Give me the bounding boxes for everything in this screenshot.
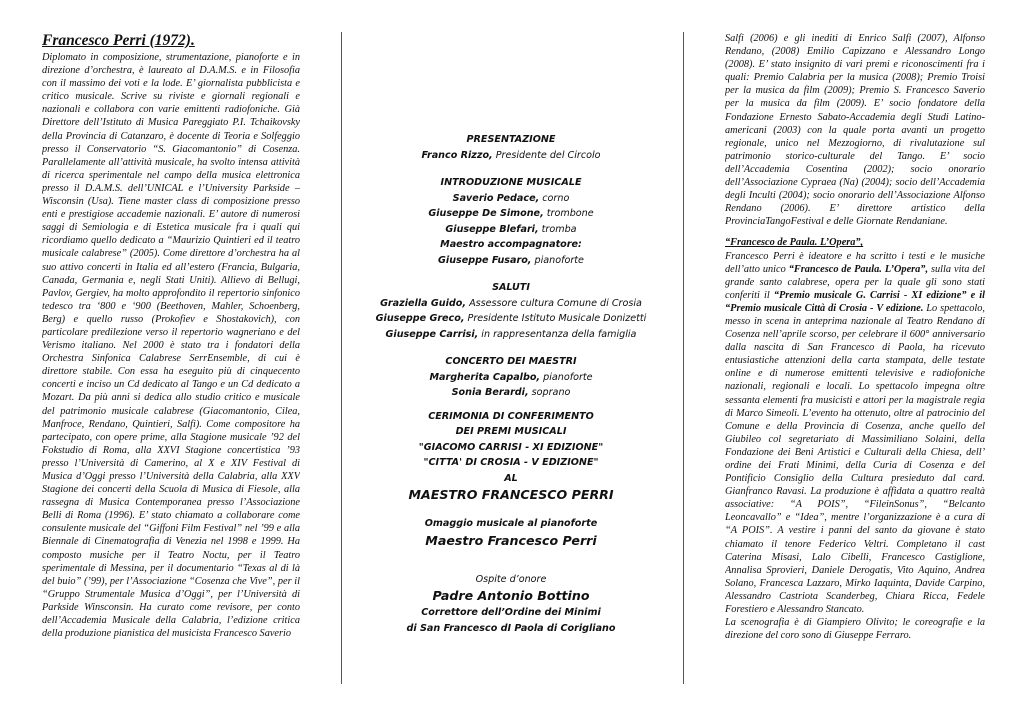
section-cerimonia-line: AL (504, 472, 518, 484)
ospite-role: di San Francesco dI Paola di Corigliano (406, 622, 616, 634)
ospite-name: Padre Antonio Bottino (432, 588, 590, 603)
program-line: Franco Rizzo, Presidente del Circolo (421, 149, 601, 161)
program-line: Giuseppe Fusaro, pianoforte (438, 254, 584, 266)
column-divider (683, 32, 684, 684)
program-line: Maestro accompagnatore: (440, 239, 582, 250)
section-intro-title: INTRODUZIONE MUSICALE (440, 177, 582, 188)
omaggio-performer: Maestro Francesco Perri (425, 532, 597, 548)
program-line: Graziella Guido, Assessore cultura Comune di Crosia (380, 297, 642, 309)
program-column (346, 32, 676, 716)
section-concerto-title: CONCERTO DEI MAESTRI (445, 356, 577, 367)
program-line: Giuseppe Blefari, tromba (445, 223, 577, 235)
biography-title: Francesco Perri (1972). (42, 32, 195, 49)
section-cerimonia-line: "CITTA' DI CROSIA - V EDIZIONE" (423, 457, 599, 468)
column-divider (341, 32, 342, 684)
section-presentazione-title: PRESENTAZIONE (466, 134, 556, 145)
program-line: Margherita Capalbo, pianoforte (429, 371, 593, 383)
section-cerimonia-line: DEI PREMI MUSICALI (455, 426, 567, 437)
opera-description: Francesco Perri è ideatore e ha scritto i testi e le musiche dell’atto unico “Francesco de Paula. L’Opera”, sulla vita del grande santo calabrese, opera per la quale gli sono stati conferiti il “Premio musicale G. Carrisi - XI edizione” e il “Premio musicale Città di Crosia - V edizione. Lo spettacolo, messo in scena in anteprima nazionale al Teatro Rendano di Cosenza nell’aprile scorso, per celebrare il 600° anniversario dalla nascita di San Francesco di Paola, ha ricevuto entusiastiche attenzioni della carta stampata, delle testate online e di numerose emittenti televisive e radiofoniche nazionali, regionali e locali. Lo spettacolo impegna oltre sessanta elementi fra musicisti e attori per la magistrale regia di Marco Simeoli. L’evento ha ottenuto, oltre al patrocinio del Comune e della Provincia di Cosenza, anche quello del Giubileo col segretariato di Massimiliano Solaini, della Fondazione dei Beni Artistici e Culturali della Chiesa, dell’ ordine dei Frati Minimi, della Curia di Cosenza e del Pontificio Consiglio della Cultura presieduto dal card. Gianfranco Ravasi. La produzione è affidata a quattro realtà associative: “A POIS”, “FileinSonus”, “Belcanto Leoncavallo” e “Idea”, mentre l’organizzazione è a cura di “A POIS”. A vestire i panni del santo da giovane è stato chiamato il tenore Federico Veltri. Completano il cast Caterina Misasi, Lalo Cibelli, Francesco Castiglione, Annalisa Sprovieri, Daniele Derogatis, Vito Aquino, Andrea Solano, Francesca Lazzaro, Mirko Iaquinta, Davide Carpino, Alessandro Castriota Scanderbeg, Chiara Ricca, Fedele Forestiero e Alessandro Stancato. (725, 250, 985, 616)
opera-column (725, 32, 985, 716)
opera-subtitle: “Francesco de Paula. L’Opera”, (725, 237, 864, 249)
ospite-label: Ospite d’onore (475, 573, 547, 585)
honoree-name: MAESTRO FRANCESCO PERRI (408, 487, 614, 502)
section-cerimonia-line: "GIACOMO CARRISI - XI EDIZIONE" (418, 441, 604, 453)
program-line: Giuseppe De Simone, trombone (428, 208, 594, 219)
biography-continuation: Salfi (2006) e gli inediti di Enrico Salfi (2007), Alfonso Rendano, (2008) Emilio Capizzano e Alessandro Longo (2008). E’ stato insignito di vari premi e riconoscimenti fra i quali: Premio Calabria per la musica (2008); Premio Troisi per la musica da film (2009); Premio S. Francesco Saverio per la musica da film (2009). E’ socio fondatore della Fondazione Ernesto Sabato-Accademia degli Studi Latino-americani (2003) con la quale porta avanti un progetto regionale, unico nel Mezzogiorno, di rivalutazione sul patrimonio storico-culturale del Tango. E’ socio dell’Accademia Cosentina (2002); socio onorario dell’Associazione Cypraea (Na) (2004); socio dell’Accademia degli Inculti (2004); socio onorario dell’Associazione Alfonso Rendano (2006). E’ direttore artistico della ProvinciaTangoFestival e delle Giornate Rendaniane. (725, 33, 985, 228)
program-line: Giuseppe Carrisi, in rappresentanza della famiglia (385, 328, 637, 340)
program-line: Saverio Pedace, corno (452, 192, 570, 204)
section-cerimonia-title: CERIMONIA DI CONFERIMENTO (428, 410, 594, 422)
ospite-role: Correttore dell’Ordine dei Minimi (421, 607, 601, 618)
opera-credits: La scenografia è di Giampiero Olivito; le coreografie e la direzione del coro sono di Giuseppe Ferraro. (725, 617, 985, 642)
section-omaggio-title: Omaggio musicale al pianoforte (424, 518, 598, 529)
section-saluti-title: SALUTI (492, 282, 530, 293)
program-line: Sonia Berardi, soprano (451, 387, 571, 398)
biography-text: Diplomato in composizione, strumentazione, pianoforte e in direzione d’orchestra, è laureato al D.A.M.S. e in Filosofia con il massimo dei voti e la lode. E’ giornalista pubblicista e critico musicale. Scrive su riviste e giornali regionali e nazionali e collabora con varie emittenti radiofoniche. Già Direttore dell’Istituto di Musica Pareggiato P.I. Tchaikovsky della Provincia di Catanzaro, è docente di Teoria e Solfeggio presso il Conservatorio “S. Giacomantonio” di Cosenza. Parallelamente all’attività musicale, ha svolto intensa attività di ricerca sperimentale nel campo della musica elettronica presso il D.A.M.S. dell’UNICAL e l’University Parkside – Wisconsin (Usa). Tiene master class di composizione presso enti e prestigiose accademie nazionali. E’ autore di numerosi saggi di Semiologia e di Estetica musicale fra i quali qui ricordiamo quello dedicato a “Maurizio Quintieri ed il teatro musicale calabrese” (2005). Come direttore d’orchestra ha al suo attivo concerti in Italia ed all’estero (Francia, Bulgaria, Canada, Germania e, negli Stati Uniti). Allievo di Bellugi, Pavlov, Gergiev, ha molto approfondito il repertorio sinfonico tedesco tra ‘800 e ‘900 (Beethoven, Mahler, Schoenberg, Berg) e quello russo (Prokofiev e Shostakovich), con particolare predilezione verso il repertorio wagneriano e del Verismo italiano. Nel 2000 è stato tra i fondatori della Orchestra Sinfonica Calabrese SerrEnsemble, di cui è direttore stabile. Con essa ha eseguito più di cinquecento concerti e inciso un Cd dedicato al Tango e un Cd dedicato a Mozart. Da più anni si dedica allo studio critico e musicale del patrimonio musicale calabrese (Giacomantonio, Cilea, Manfroce, Rendano, Quintieri, Salfi). Come compositore ha partecipato, con opere prime, alla Stagione musicale ’92 del Fokstudio di Roma, alla XXVI Stagione concertistica ’93 presso l’Università di Camerino, al X e XIV Festival di Musica d’Oggi presso l’Università della Calabria, alla XXV Stagione dei concerti della Scuola di Musica di Fiesole, alla rassegna di Musica Contemporanea presso l’Associazione Belli di Roma (1996). E’ stato chiamato a collaborare come consulente musicale del “Giffoni Film Festival” nel ’99 e alla Biennale di Cinematografia di Venezia nel 1998 e 1999. Ha composto musiche per il Teatro Noctu, per il Teatro sperimentale di Messina, per il documentario “Texas al di là del buio” (’99), per l’Associazione “Cosenza che Vive”, per il “Gruppo Strumentale Musica d’Oggi”, per l’Università di Parkside Winsconsin. Ha curato come revisore, per conto dell’Accademia Musicale della Calabria, l’edizione critica della produzione pianistica del musicista Francesco Saverio (42, 52, 300, 640)
program (346, 32, 676, 636)
biography-column (42, 32, 300, 716)
program-line: Giuseppe Greco, Presidente Istituto Musicale Donizetti (375, 313, 647, 324)
